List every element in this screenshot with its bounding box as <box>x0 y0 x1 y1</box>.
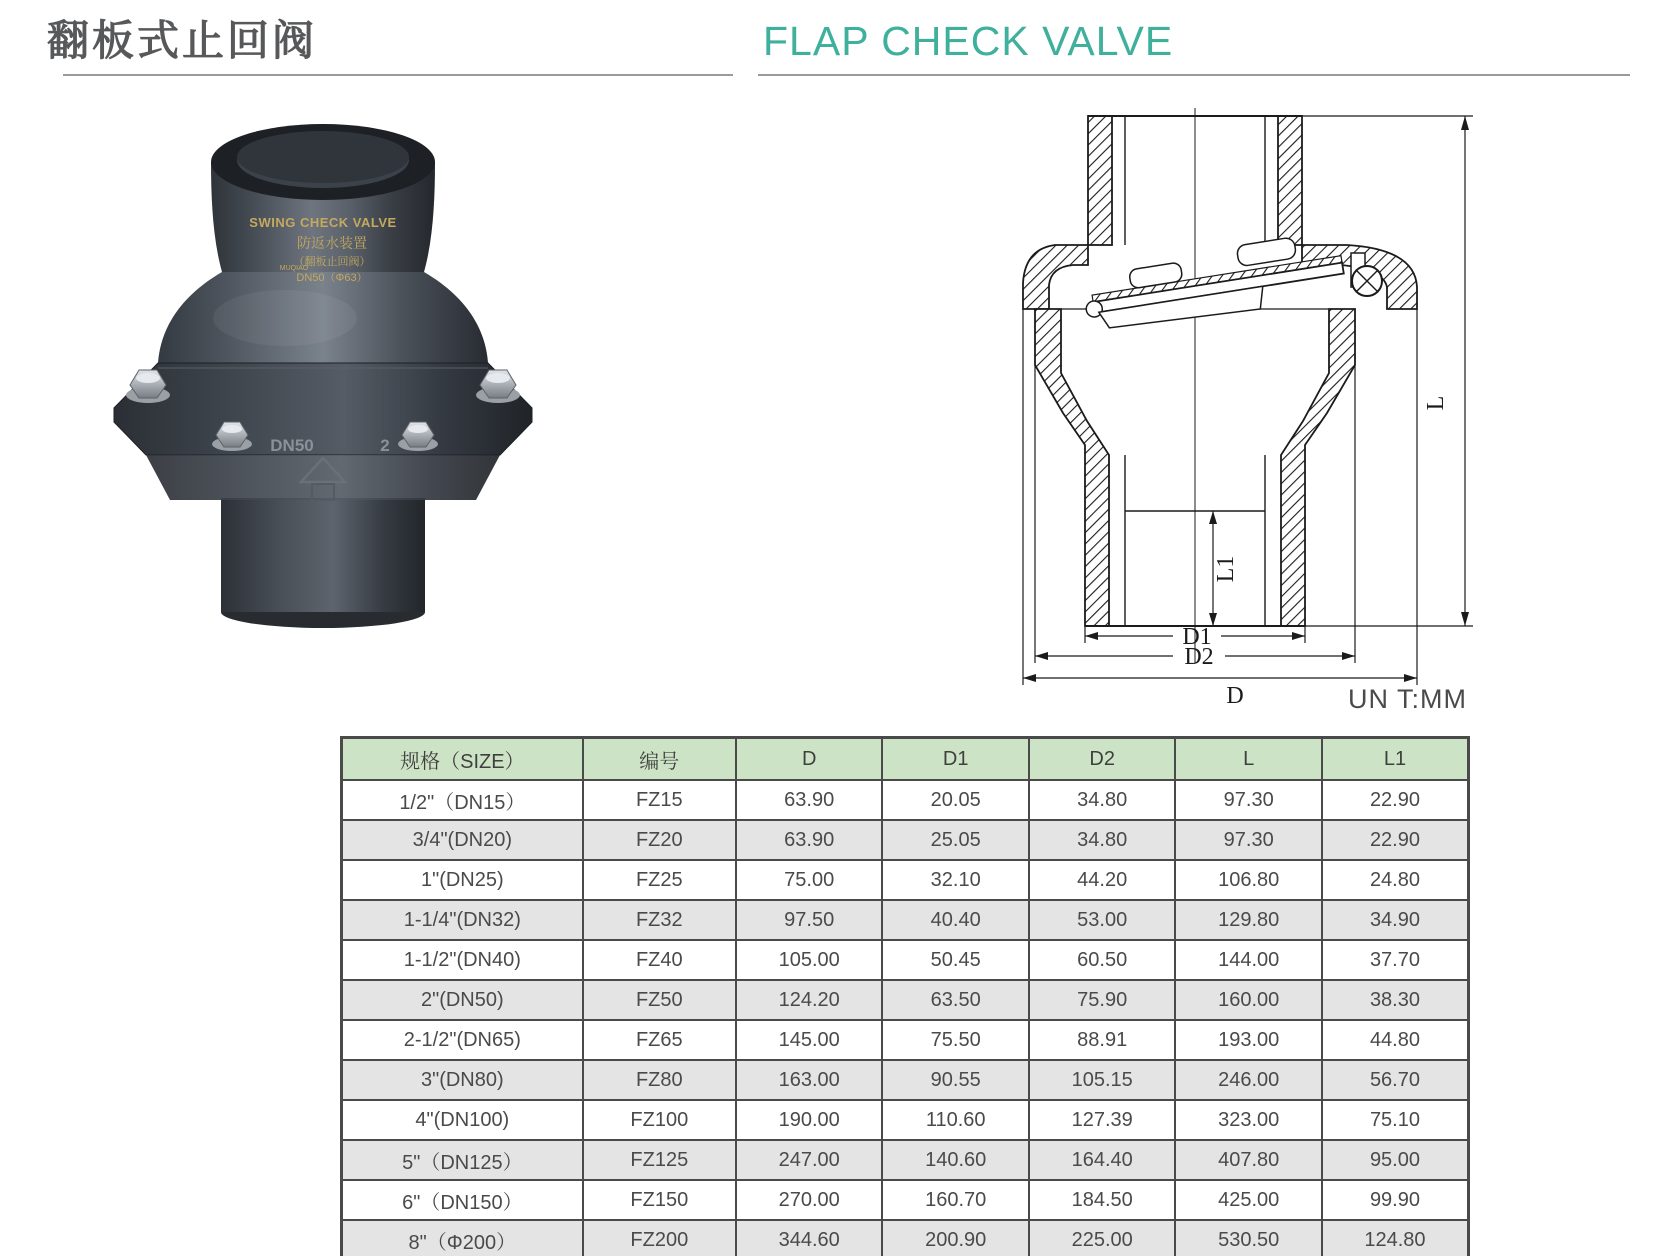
table-row <box>342 1220 1469 1256</box>
table-cell: 63.90 <box>736 780 883 820</box>
table-cell: 106.80 <box>1175 860 1322 900</box>
column-header: L1 <box>1322 738 1469 781</box>
size-table <box>340 736 1470 1256</box>
table-cell: 124.80 <box>1322 1220 1469 1256</box>
table-cell: 24.80 <box>1322 860 1469 900</box>
table-cell: 2-1/2"(DN65) <box>342 1020 583 1060</box>
unit-note: UN T:MM <box>1348 684 1467 714</box>
table-cell: 34.90 <box>1322 900 1469 940</box>
table-cell: 75.10 <box>1322 1100 1469 1140</box>
table-cell: 1-1/2"(DN40) <box>342 940 583 980</box>
table-cell: FZ25 <box>583 860 736 900</box>
table-cell: 99.90 <box>1322 1180 1469 1220</box>
table-cell: 164.40 <box>1029 1140 1176 1180</box>
table-cell: 407.80 <box>1175 1140 1322 1180</box>
table-cell: 5"（DN125） <box>342 1140 583 1180</box>
column-header: L <box>1175 738 1322 781</box>
table-cell: 75.50 <box>882 1020 1029 1060</box>
table-cell: 124.20 <box>736 980 883 1020</box>
table-row <box>342 980 1469 1020</box>
table-body <box>342 780 1469 1256</box>
valve-lower-pipe <box>221 498 425 628</box>
table-cell: FZ125 <box>583 1140 736 1180</box>
title-underline-left <box>63 74 733 76</box>
table-row <box>342 940 1469 980</box>
table-cell: 56.70 <box>1322 1060 1469 1100</box>
column-header: D2 <box>1029 738 1176 781</box>
table-cell: 530.50 <box>1175 1220 1322 1256</box>
table-cell: 40.40 <box>882 900 1029 940</box>
table-cell: 1"(DN25) <box>342 860 583 900</box>
table-cell: FZ200 <box>583 1220 736 1256</box>
table-cell: 63.50 <box>882 980 1029 1020</box>
table-cell: 6"（DN150） <box>342 1180 583 1220</box>
table-cell: 190.00 <box>736 1100 883 1140</box>
table-header-row <box>342 738 1469 781</box>
table-cell: 1-1/4"(DN32) <box>342 900 583 940</box>
table-cell: 105.00 <box>736 940 883 980</box>
flange-marking-dn: DN50 <box>270 436 314 455</box>
table-cell: 193.00 <box>1175 1020 1322 1060</box>
table-row <box>342 1060 1469 1100</box>
table-cell: 50.45 <box>882 940 1029 980</box>
flange-marking-size: 2 <box>380 436 390 455</box>
table-cell: 184.50 <box>1029 1180 1176 1220</box>
table-row <box>342 1100 1469 1140</box>
table-row <box>342 860 1469 900</box>
table-row <box>342 1140 1469 1180</box>
table-cell: 20.05 <box>882 780 1029 820</box>
table-cell: 37.70 <box>1322 940 1469 980</box>
technical-drawing <box>1005 103 1505 723</box>
page-title-english: FLAP CHECK VALVE <box>763 18 1174 64</box>
table-cell: 225.00 <box>1029 1220 1176 1256</box>
table-cell: 129.80 <box>1175 900 1322 940</box>
table-cell: 200.90 <box>882 1220 1029 1256</box>
table-cell: 163.00 <box>736 1060 883 1100</box>
column-header: D1 <box>882 738 1029 781</box>
table-cell: 145.00 <box>736 1020 883 1060</box>
valve-flange <box>114 363 532 500</box>
table-cell: FZ50 <box>583 980 736 1020</box>
table-row <box>342 1020 1469 1060</box>
table-cell: 110.60 <box>882 1100 1029 1140</box>
table-cell: 38.30 <box>1322 980 1469 1020</box>
dim-label-L: L <box>1423 395 1449 411</box>
label-line-3: （翻板止回阀） <box>293 256 371 268</box>
table-cell: 144.00 <box>1175 940 1322 980</box>
table-cell: 323.00 <box>1175 1100 1322 1140</box>
title-underline-right <box>758 74 1630 76</box>
table-cell: 97.30 <box>1175 780 1322 820</box>
column-header: D <box>736 738 883 781</box>
table-cell: 88.91 <box>1029 1020 1176 1060</box>
table-cell: 3"(DN80) <box>342 1060 583 1100</box>
table-cell: 95.00 <box>1322 1140 1469 1180</box>
table-row <box>342 900 1469 940</box>
table-row <box>342 820 1469 860</box>
table-cell: 90.55 <box>882 1060 1029 1100</box>
table-cell: 34.80 <box>1029 780 1176 820</box>
table-cell: 344.60 <box>736 1220 883 1256</box>
table-cell: 44.20 <box>1029 860 1176 900</box>
table-cell: 140.60 <box>882 1140 1029 1180</box>
table-cell: 160.70 <box>882 1180 1029 1220</box>
table-cell: FZ100 <box>583 1100 736 1140</box>
label-line-2: 防返水装置 <box>297 235 367 251</box>
table-cell: 97.50 <box>736 900 883 940</box>
table-cell: 75.00 <box>736 860 883 900</box>
table-cell: 247.00 <box>736 1140 883 1180</box>
table-cell: 3/4"(DN20) <box>342 820 583 860</box>
table-cell: 44.80 <box>1322 1020 1469 1060</box>
table-cell: 246.00 <box>1175 1060 1322 1100</box>
table-cell: 2"(DN50) <box>342 980 583 1020</box>
table-cell: 63.90 <box>736 820 883 860</box>
table-cell: 22.90 <box>1322 820 1469 860</box>
table-cell: FZ65 <box>583 1020 736 1060</box>
table-cell: FZ40 <box>583 940 736 980</box>
table-cell: 127.39 <box>1029 1100 1176 1140</box>
column-header: 规格（SIZE） <box>342 738 583 781</box>
table-cell: 53.00 <box>1029 900 1176 940</box>
table-cell: 34.80 <box>1029 820 1176 860</box>
dim-label-D: D <box>1226 683 1244 709</box>
table-cell: FZ32 <box>583 900 736 940</box>
table-cell: 105.15 <box>1029 1060 1176 1100</box>
dim-label-D2: D2 <box>1184 644 1214 670</box>
table-cell: 1/2"（DN15） <box>342 780 583 820</box>
table-cell: 160.00 <box>1175 980 1322 1020</box>
table-cell: 75.90 <box>1029 980 1176 1020</box>
table-cell: FZ150 <box>583 1180 736 1220</box>
table-cell: 270.00 <box>736 1180 883 1220</box>
product-photo-valve <box>80 100 580 680</box>
table-row <box>342 1180 1469 1220</box>
dim-label-D1: D1 <box>1182 624 1212 650</box>
column-header: 编号 <box>583 738 736 781</box>
table-cell: FZ15 <box>583 780 736 820</box>
table-cell: 4"(DN100) <box>342 1100 583 1140</box>
valve-body <box>158 272 488 363</box>
table-cell: 32.10 <box>882 860 1029 900</box>
dim-label-L1: L1 <box>1213 555 1239 583</box>
label-line-4: DN50（Φ63） <box>296 272 368 284</box>
table-cell: 25.05 <box>882 820 1029 860</box>
table-cell: FZ20 <box>583 820 736 860</box>
table-cell: 60.50 <box>1029 940 1176 980</box>
table-cell: 425.00 <box>1175 1180 1322 1220</box>
label-line-1: SWING CHECK VALVE <box>249 215 397 230</box>
table-cell: 22.90 <box>1322 780 1469 820</box>
table-row <box>342 780 1469 820</box>
table-cell: 97.30 <box>1175 820 1322 860</box>
label-brand: MUQIAO <box>279 265 309 272</box>
page-title-chinese: 翻板式止回阀 <box>47 17 318 64</box>
table-cell: 8"（Φ200） <box>342 1220 583 1256</box>
table-cell: FZ80 <box>583 1060 736 1100</box>
